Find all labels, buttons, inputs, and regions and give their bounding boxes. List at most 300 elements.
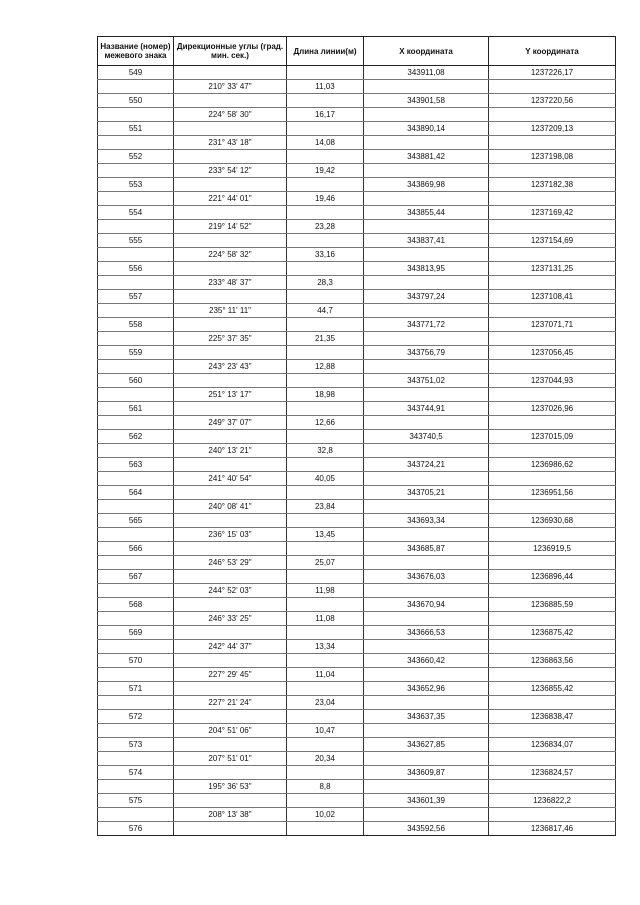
length-cell-empty: [287, 234, 364, 248]
line-length-cell: 13,34: [287, 640, 364, 654]
table-row: [98, 192, 616, 206]
table-row: [98, 66, 616, 80]
point-name-cell-empty: [98, 164, 174, 178]
line-length-cell: 12,66: [287, 416, 364, 430]
table-row: [98, 724, 616, 738]
length-cell-empty: [287, 150, 364, 164]
table-row: [98, 486, 616, 500]
bearing-cell-empty: [174, 318, 287, 332]
y-coordinate-cell: 1236834,07: [489, 738, 616, 752]
table-row: [98, 178, 616, 192]
point-name-cell-empty: [98, 724, 174, 738]
bearing-cell-empty: [174, 766, 287, 780]
bearing-cell-empty: [174, 234, 287, 248]
length-cell-empty: [287, 290, 364, 304]
x-coordinate-cell-empty: [364, 668, 489, 682]
bearing-cell: 219° 14' 52": [174, 220, 287, 234]
point-name-cell: 553: [98, 178, 174, 192]
table-row: [98, 794, 616, 808]
point-name-cell-empty: [98, 332, 174, 346]
point-name-cell: 557: [98, 290, 174, 304]
bearing-cell: 204° 51' 06": [174, 724, 287, 738]
x-coordinate-cell-empty: [364, 752, 489, 766]
table-row: [98, 626, 616, 640]
length-cell-empty: [287, 738, 364, 752]
table-row: [98, 696, 616, 710]
bearing-cell-empty: [174, 682, 287, 696]
table-row: [98, 640, 616, 654]
bearing-cell-empty: [174, 374, 287, 388]
point-name-cell-empty: [98, 192, 174, 206]
x-coordinate-cell-empty: [364, 164, 489, 178]
line-length-cell: 28,3: [287, 276, 364, 290]
bearing-cell-empty: [174, 514, 287, 528]
x-coordinate-cell-empty: [364, 108, 489, 122]
point-name-cell-empty: [98, 472, 174, 486]
table-row: [98, 444, 616, 458]
y-coordinate-cell-empty: [489, 80, 616, 94]
length-cell-empty: [287, 570, 364, 584]
x-coordinate-cell: 343666,53: [364, 626, 489, 640]
y-coordinate-cell: 1237108,41: [489, 290, 616, 304]
line-length-cell: 18,98: [287, 388, 364, 402]
bearing-cell: 233° 48' 37": [174, 276, 287, 290]
line-length-cell: 19,42: [287, 164, 364, 178]
line-length-cell: 19,46: [287, 192, 364, 206]
y-coordinate-cell-empty: [489, 388, 616, 402]
y-coordinate-cell: 1237209,13: [489, 122, 616, 136]
table-row: [98, 500, 616, 514]
bearing-cell-empty: [174, 822, 287, 836]
y-coordinate-cell-empty: [489, 444, 616, 458]
line-length-cell: 23,28: [287, 220, 364, 234]
bearing-cell: 224° 58' 32": [174, 248, 287, 262]
length-cell-empty: [287, 486, 364, 500]
bearing-cell: 240° 08' 41": [174, 500, 287, 514]
table-row: [98, 528, 616, 542]
table-row: [98, 514, 616, 528]
y-coordinate-cell: 1237015,09: [489, 430, 616, 444]
bearing-cell: 207° 51' 01": [174, 752, 287, 766]
table-row: [98, 598, 616, 612]
y-coordinate-cell: 1237056,45: [489, 346, 616, 360]
line-length-cell: 8,8: [287, 780, 364, 794]
y-coordinate-cell: 1237026,96: [489, 402, 616, 416]
table-row: [98, 388, 616, 402]
y-coordinate-cell-empty: [489, 584, 616, 598]
point-name-cell: 556: [98, 262, 174, 276]
table-row: [98, 346, 616, 360]
point-name-cell: 551: [98, 122, 174, 136]
x-coordinate-cell: 343670,94: [364, 598, 489, 612]
line-length-cell: 16,17: [287, 108, 364, 122]
bearing-cell-empty: [174, 262, 287, 276]
bearing-cell: 249° 37' 07": [174, 416, 287, 430]
table-row: [98, 234, 616, 248]
line-length-cell: 33,16: [287, 248, 364, 262]
bearing-cell-empty: [174, 570, 287, 584]
x-coordinate-cell: 343756,79: [364, 346, 489, 360]
bearing-cell-empty: [174, 66, 287, 80]
line-length-cell: 11,03: [287, 80, 364, 94]
point-name-cell: 573: [98, 738, 174, 752]
table-row: [98, 570, 616, 584]
table-row: [98, 430, 616, 444]
bearing-cell: 240° 13' 21": [174, 444, 287, 458]
point-name-cell: 565: [98, 514, 174, 528]
point-name-cell-empty: [98, 304, 174, 318]
bearing-cell: 243° 23' 43": [174, 360, 287, 374]
x-coordinate-cell-empty: [364, 136, 489, 150]
x-coordinate-cell-empty: [364, 192, 489, 206]
table-row: [98, 654, 616, 668]
x-coordinate-cell: 343652,96: [364, 682, 489, 696]
y-coordinate-cell-empty: [489, 808, 616, 822]
y-coordinate-cell-empty: [489, 612, 616, 626]
point-name-cell-empty: [98, 276, 174, 290]
header-line-length: Длина линии(м): [287, 37, 364, 66]
y-coordinate-cell-empty: [489, 192, 616, 206]
bearing-cell: 224° 58' 30": [174, 108, 287, 122]
length-cell-empty: [287, 66, 364, 80]
length-cell-empty: [287, 458, 364, 472]
x-coordinate-cell-empty: [364, 248, 489, 262]
point-name-cell-empty: [98, 500, 174, 514]
bearing-cell: 227° 21' 24": [174, 696, 287, 710]
bearing-cell: 208° 13' 38": [174, 808, 287, 822]
y-coordinate-cell-empty: [489, 360, 616, 374]
table-row: [98, 668, 616, 682]
point-name-cell-empty: [98, 108, 174, 122]
y-coordinate-cell-empty: [489, 556, 616, 570]
line-length-cell: 20,34: [287, 752, 364, 766]
bearing-cell: 231° 43' 18": [174, 136, 287, 150]
x-coordinate-cell-empty: [364, 640, 489, 654]
x-coordinate-cell: 343740,5: [364, 430, 489, 444]
point-name-cell-empty: [98, 668, 174, 682]
y-coordinate-cell: 1236896,44: [489, 570, 616, 584]
bearing-cell: 227° 29' 45": [174, 668, 287, 682]
length-cell-empty: [287, 206, 364, 220]
length-cell-empty: [287, 94, 364, 108]
bearing-cell: 221° 44' 01": [174, 192, 287, 206]
bearing-cell: 246° 33' 25": [174, 612, 287, 626]
x-coordinate-cell-empty: [364, 556, 489, 570]
y-coordinate-cell: 1237071,71: [489, 318, 616, 332]
bearing-cell: 210° 33' 47": [174, 80, 287, 94]
y-coordinate-cell: 1236885,59: [489, 598, 616, 612]
length-cell-empty: [287, 542, 364, 556]
bearing-cell-empty: [174, 542, 287, 556]
x-coordinate-cell: 343837,41: [364, 234, 489, 248]
point-name-cell: 574: [98, 766, 174, 780]
table-row: [98, 542, 616, 556]
boundary-coordinates-table: [97, 36, 616, 836]
length-cell-empty: [287, 822, 364, 836]
x-coordinate-cell: 343797,24: [364, 290, 489, 304]
bearing-cell-empty: [174, 430, 287, 444]
table-row: [98, 108, 616, 122]
length-cell-empty: [287, 598, 364, 612]
x-coordinate-cell: 343855,44: [364, 206, 489, 220]
x-coordinate-cell: 343592,56: [364, 822, 489, 836]
y-coordinate-cell: 1236986,62: [489, 458, 616, 472]
x-coordinate-cell: 343869,98: [364, 178, 489, 192]
header-bearing: Дирекционные углы (град. мин. сек.): [174, 37, 287, 66]
y-coordinate-cell-empty: [489, 528, 616, 542]
bearing-cell-empty: [174, 402, 287, 416]
bearing-cell: 241° 40' 54": [174, 472, 287, 486]
length-cell-empty: [287, 402, 364, 416]
length-cell-empty: [287, 122, 364, 136]
y-coordinate-cell-empty: [489, 332, 616, 346]
point-name-cell-empty: [98, 528, 174, 542]
table-row: [98, 472, 616, 486]
point-name-cell-empty: [98, 360, 174, 374]
y-coordinate-cell: 1236824,57: [489, 766, 616, 780]
line-length-cell: 40,05: [287, 472, 364, 486]
bearing-cell: 225° 37' 35": [174, 332, 287, 346]
y-coordinate-cell: 1236855,42: [489, 682, 616, 696]
x-coordinate-cell-empty: [364, 724, 489, 738]
x-coordinate-cell-empty: [364, 416, 489, 430]
bearing-cell-empty: [174, 122, 287, 136]
point-name-cell: 559: [98, 346, 174, 360]
point-name-cell-empty: [98, 612, 174, 626]
line-length-cell: 44,7: [287, 304, 364, 318]
table-row: [98, 752, 616, 766]
y-coordinate-cell-empty: [489, 416, 616, 430]
y-coordinate-cell-empty: [489, 668, 616, 682]
point-name-cell: 552: [98, 150, 174, 164]
bearing-cell-empty: [174, 794, 287, 808]
x-coordinate-cell-empty: [364, 444, 489, 458]
bearing-cell-empty: [174, 598, 287, 612]
x-coordinate-cell-empty: [364, 388, 489, 402]
table-row: [98, 416, 616, 430]
point-name-cell: 550: [98, 94, 174, 108]
point-name-cell: 571: [98, 682, 174, 696]
header-x-coordinate: Х координата: [364, 37, 489, 66]
y-coordinate-cell: 1237226,17: [489, 66, 616, 80]
y-coordinate-cell-empty: [489, 472, 616, 486]
bearing-cell: 236° 15' 03": [174, 528, 287, 542]
point-name-cell-empty: [98, 640, 174, 654]
line-length-cell: 32,8: [287, 444, 364, 458]
line-length-cell: 11,04: [287, 668, 364, 682]
table-row: [98, 766, 616, 780]
bearing-cell-empty: [174, 654, 287, 668]
point-name-cell: 576: [98, 822, 174, 836]
bearing-cell: 251° 13' 17": [174, 388, 287, 402]
bearing-cell: 244° 52' 03": [174, 584, 287, 598]
length-cell-empty: [287, 710, 364, 724]
x-coordinate-cell: 343705,21: [364, 486, 489, 500]
point-name-cell-empty: [98, 752, 174, 766]
y-coordinate-cell: 1236838,47: [489, 710, 616, 724]
x-coordinate-cell-empty: [364, 276, 489, 290]
point-name-cell-empty: [98, 780, 174, 794]
line-length-cell: 23,84: [287, 500, 364, 514]
table-row: [98, 220, 616, 234]
bearing-cell: 246° 53' 29": [174, 556, 287, 570]
y-coordinate-cell: 1236919,5: [489, 542, 616, 556]
table-row: [98, 304, 616, 318]
y-coordinate-cell: 1237182,38: [489, 178, 616, 192]
table-row: [98, 248, 616, 262]
x-coordinate-cell: 343890,14: [364, 122, 489, 136]
line-length-cell: 25,07: [287, 556, 364, 570]
x-coordinate-cell-empty: [364, 360, 489, 374]
x-coordinate-cell: 343693,34: [364, 514, 489, 528]
y-coordinate-cell-empty: [489, 500, 616, 514]
x-coordinate-cell: 343601,39: [364, 794, 489, 808]
table-row: [98, 318, 616, 332]
x-coordinate-cell-empty: [364, 220, 489, 234]
y-coordinate-cell: 1237220,56: [489, 94, 616, 108]
point-name-cell: 561: [98, 402, 174, 416]
point-name-cell-empty: [98, 80, 174, 94]
table-row: [98, 136, 616, 150]
line-length-cell: 11,98: [287, 584, 364, 598]
length-cell-empty: [287, 514, 364, 528]
length-cell-empty: [287, 430, 364, 444]
y-coordinate-cell-empty: [489, 696, 616, 710]
point-name-cell: 568: [98, 598, 174, 612]
x-coordinate-cell-empty: [364, 584, 489, 598]
bearing-cell-empty: [174, 206, 287, 220]
x-coordinate-cell: 343676,03: [364, 570, 489, 584]
bearing-cell-empty: [174, 486, 287, 500]
bearing-cell: 242° 44' 37": [174, 640, 287, 654]
table-row: [98, 612, 616, 626]
x-coordinate-cell-empty: [364, 808, 489, 822]
length-cell-empty: [287, 682, 364, 696]
point-name-cell: 560: [98, 374, 174, 388]
line-length-cell: 13,45: [287, 528, 364, 542]
table-row: [98, 80, 616, 94]
bearing-cell-empty: [174, 346, 287, 360]
x-coordinate-cell-empty: [364, 612, 489, 626]
y-coordinate-cell-empty: [489, 164, 616, 178]
table-row: [98, 710, 616, 724]
x-coordinate-cell: 343609,87: [364, 766, 489, 780]
header-y-coordinate: Y координата: [489, 37, 616, 66]
bearing-cell: 233° 54' 12": [174, 164, 287, 178]
y-coordinate-cell: 1236875,42: [489, 626, 616, 640]
x-coordinate-cell: 343813,95: [364, 262, 489, 276]
x-coordinate-cell-empty: [364, 332, 489, 346]
point-name-cell: 569: [98, 626, 174, 640]
table-row: [98, 458, 616, 472]
point-name-cell-empty: [98, 584, 174, 598]
header-point-name: Название (номер) межевого знака: [98, 37, 174, 66]
table-row: [98, 584, 616, 598]
x-coordinate-cell: 343881,42: [364, 150, 489, 164]
y-coordinate-cell-empty: [489, 276, 616, 290]
table-row: [98, 780, 616, 794]
table-row: [98, 402, 616, 416]
y-coordinate-cell: 1237131,25: [489, 262, 616, 276]
y-coordinate-cell-empty: [489, 108, 616, 122]
point-name-cell: 570: [98, 654, 174, 668]
point-name-cell-empty: [98, 444, 174, 458]
point-name-cell-empty: [98, 388, 174, 402]
x-coordinate-cell: 343724,21: [364, 458, 489, 472]
table-row: [98, 206, 616, 220]
table-row: [98, 682, 616, 696]
line-length-cell: 21,35: [287, 332, 364, 346]
x-coordinate-cell: 343771,72: [364, 318, 489, 332]
point-name-cell: 575: [98, 794, 174, 808]
y-coordinate-cell: 1237044,93: [489, 374, 616, 388]
y-coordinate-cell: 1237198,08: [489, 150, 616, 164]
y-coordinate-cell-empty: [489, 220, 616, 234]
table-row: [98, 122, 616, 136]
y-coordinate-cell: 1237154,69: [489, 234, 616, 248]
y-coordinate-cell-empty: [489, 304, 616, 318]
point-name-cell-empty: [98, 556, 174, 570]
x-coordinate-cell-empty: [364, 500, 489, 514]
bearing-cell-empty: [174, 458, 287, 472]
y-coordinate-cell-empty: [489, 640, 616, 654]
point-name-cell-empty: [98, 808, 174, 822]
point-name-cell: 564: [98, 486, 174, 500]
y-coordinate-cell: 1236817,46: [489, 822, 616, 836]
length-cell-empty: [287, 262, 364, 276]
point-name-cell: 555: [98, 234, 174, 248]
line-length-cell: 10,47: [287, 724, 364, 738]
table-row: [98, 290, 616, 304]
x-coordinate-cell: 343751,02: [364, 374, 489, 388]
table-body: [98, 66, 616, 836]
x-coordinate-cell: 343901,58: [364, 94, 489, 108]
table-row: [98, 94, 616, 108]
length-cell-empty: [287, 794, 364, 808]
bearing-cell-empty: [174, 710, 287, 724]
y-coordinate-cell-empty: [489, 136, 616, 150]
line-length-cell: 10,02: [287, 808, 364, 822]
y-coordinate-cell-empty: [489, 248, 616, 262]
table-row: [98, 276, 616, 290]
table-row: [98, 262, 616, 276]
table-header-row: [98, 37, 616, 66]
x-coordinate-cell-empty: [364, 472, 489, 486]
line-length-cell: 14,08: [287, 136, 364, 150]
table-row: [98, 360, 616, 374]
x-coordinate-cell: 343685,87: [364, 542, 489, 556]
y-coordinate-cell-empty: [489, 780, 616, 794]
line-length-cell: 11,08: [287, 612, 364, 626]
length-cell-empty: [287, 318, 364, 332]
point-name-cell: 554: [98, 206, 174, 220]
y-coordinate-cell: 1236951,56: [489, 486, 616, 500]
table-row: [98, 738, 616, 752]
bearing-cell: 195° 36' 53": [174, 780, 287, 794]
y-coordinate-cell: 1237169,42: [489, 206, 616, 220]
bearing-cell: 235° 11' 11": [174, 304, 287, 318]
point-name-cell: 566: [98, 542, 174, 556]
x-coordinate-cell-empty: [364, 528, 489, 542]
point-name-cell-empty: [98, 220, 174, 234]
y-coordinate-cell-empty: [489, 724, 616, 738]
table-row: [98, 822, 616, 836]
table-row: [98, 808, 616, 822]
bearing-cell-empty: [174, 738, 287, 752]
point-name-cell-empty: [98, 696, 174, 710]
bearing-cell-empty: [174, 290, 287, 304]
length-cell-empty: [287, 374, 364, 388]
